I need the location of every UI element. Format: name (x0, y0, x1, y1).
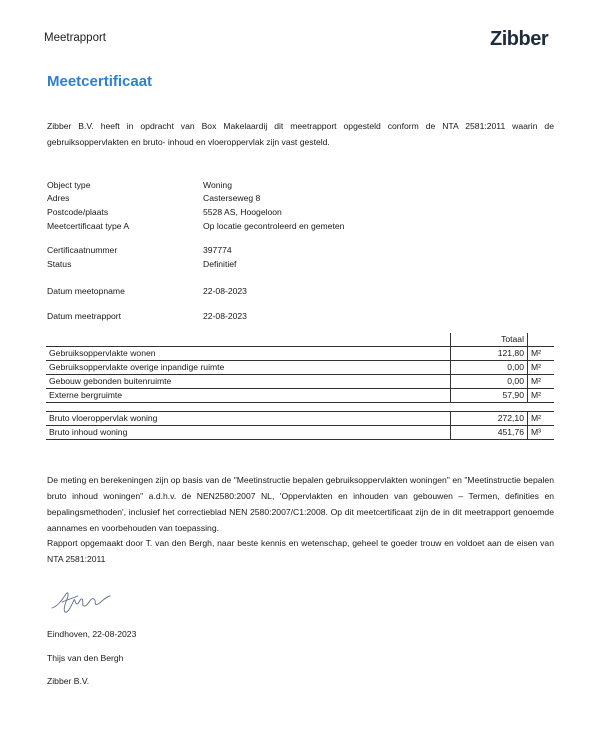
page-title: Meetcertificaat (47, 73, 153, 90)
info-value: Definitief (203, 259, 237, 269)
row-label: Bruto inhoud woning (46, 426, 451, 440)
row-unit: M² (528, 389, 555, 403)
info-label: Datum meetopname (47, 286, 125, 296)
logo-text: Zibber (490, 28, 549, 50)
info-label: Certificaatnummer (47, 245, 118, 255)
info-value: 397774 (203, 245, 232, 255)
row-unit: M² (528, 361, 555, 375)
total-row (46, 412, 554, 426)
total-row (46, 426, 554, 440)
table-row (46, 389, 554, 403)
company-name: Zibber B.V. (47, 676, 90, 686)
row-value: 0,00 (451, 361, 528, 375)
info-value: Op locatie gecontroleerd en gemeten (203, 221, 345, 231)
table-header-row (46, 333, 554, 347)
info-value: 22-08-2023 (203, 311, 247, 321)
row-label: Externe bergruimte (46, 389, 451, 403)
place-date: Eindhoven, 22-08-2023 (47, 629, 137, 639)
info-label: Postcode/plaats (47, 207, 109, 217)
header-title: Meetrapport (44, 32, 107, 44)
info-value: 22-08-2023 (203, 286, 247, 296)
row-value: 272,10 (451, 412, 528, 426)
intro-paragraph: Zibber B.V. heeft in opdracht van Box Makelaardij dit meetrapport opgesteld conform de NTA 2581:2011 waarin de gebruiksoppervlakten en bruto- inhoud en vloeroppervlak zijn vast gesteld. (47, 121, 554, 147)
row-value: 57,90 (451, 389, 528, 403)
signer-name: Thijs van den Bergh (47, 653, 124, 663)
row-unit: M² (528, 412, 555, 426)
info-label: Object type (47, 180, 91, 190)
declaration-paragraph: Rapport opgemaakt door T. van den Bergh, naar beste kennis en wetenschap, geheel te goeder trouw en voldoet aan de eisen van NTA 2581:2011 (47, 538, 554, 564)
table-row (46, 375, 554, 389)
info-value: Woning (203, 180, 232, 190)
info-value: 5528 AS, Hoogeloon (203, 207, 282, 217)
row-label: Gebruiksoppervlakte overige inpandige ruimte (46, 361, 451, 375)
row-unit: M² (528, 375, 555, 389)
row-unit: M³ (528, 426, 555, 440)
info-label: Status (47, 259, 72, 269)
row-label: Gebouw gebonden buitenruimte (46, 375, 451, 389)
zibber-logo (490, 28, 548, 51)
info-label: Datum meetrapport (47, 311, 122, 321)
info-value: Casterseweg 8 (203, 193, 261, 203)
row-label: Gebruiksoppervlakte wonen (46, 347, 451, 361)
area-table (46, 333, 554, 440)
table-row (46, 347, 554, 361)
table-row (46, 361, 554, 375)
row-value: 121,80 (451, 347, 528, 361)
info-label: Adres (47, 193, 70, 203)
info-label: Meetcertificaat type A (47, 221, 130, 231)
column-header-total: Totaal (451, 333, 528, 347)
row-value: 0,00 (451, 375, 528, 389)
row-value: 451,76 (451, 426, 528, 440)
row-unit: M² (528, 347, 555, 361)
methodology-paragraph: De meting en berekeningen zijn op basis van de "Meetinstructie bepalen gebruiksoppervlakten woningen" en "Meetinstructie bepalen bruto inhoud woningen" a.d.h.v. de NEN2580:2007 NL, 'Oppervlakten en inhouden van gebouwen – Termen, definities en bepalingsmethoden', inclusief het correctieblad NEN 2580:2007/C1:2008. Op dit meetcertificaat zijn de in dit meetrapport genoemde aannames en voorbehouden van toepassing. (47, 475, 554, 533)
row-label: Bruto vloeroppervlak woning (46, 412, 451, 426)
handwritten-signature-icon (48, 582, 118, 622)
